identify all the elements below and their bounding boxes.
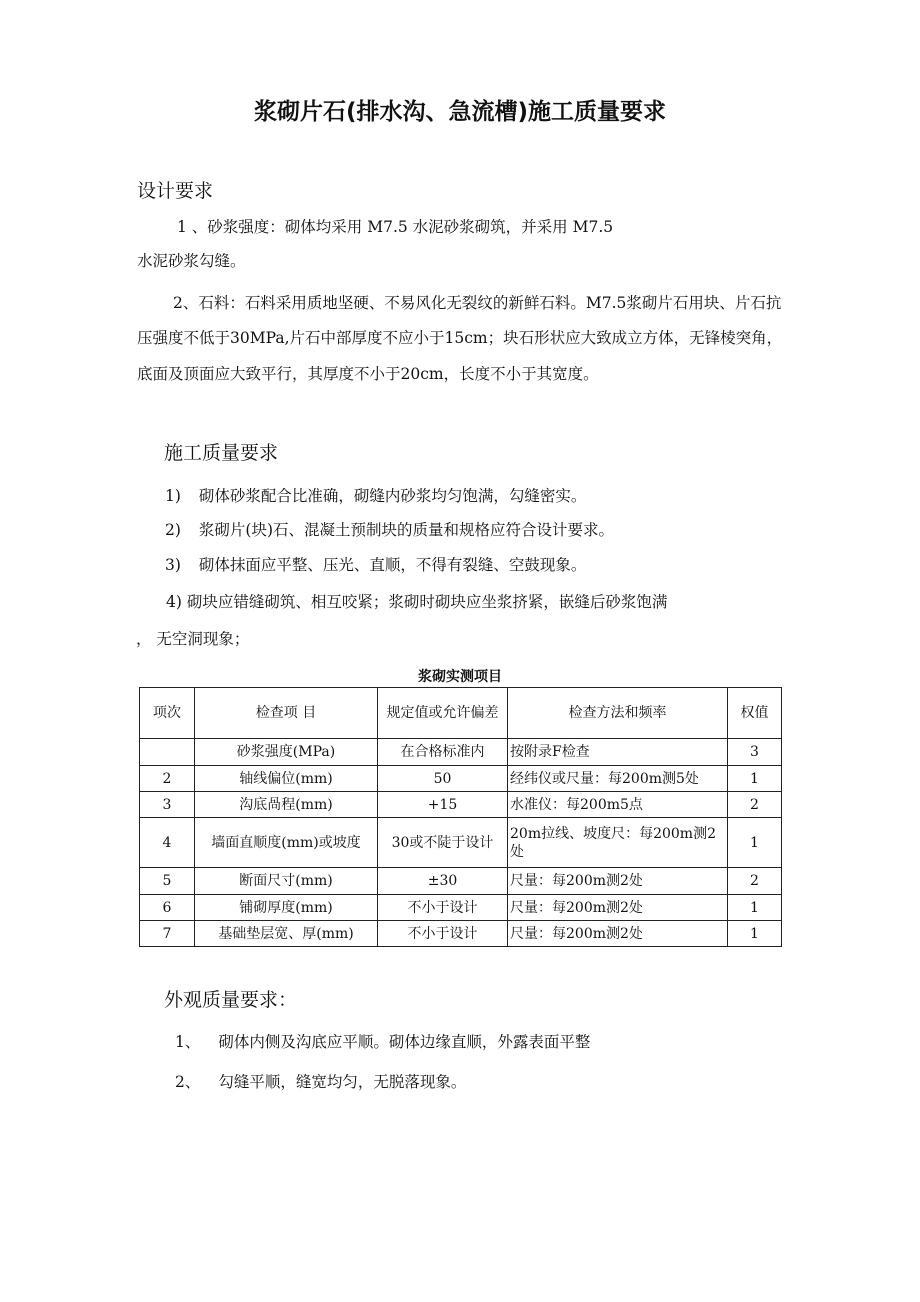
table-row: [140, 766, 782, 792]
cell-method: 尺量：每200m测2处: [508, 895, 728, 921]
cell-method: 20m拉线、坡度尺：每200m测2处: [508, 818, 728, 868]
construction-item-1-text: 砌体砂浆配合比准确，砌缝内砂浆均匀饱满，勾缝密实。: [198, 487, 587, 505]
appearance-item-2-text: 勾缝平顺，缝宽均匀，无脱落现象。: [218, 1073, 467, 1091]
cell-weight: 3: [728, 739, 782, 766]
appearance-item-1-number: 1、: [175, 1033, 201, 1051]
cell-item-no: [140, 739, 195, 766]
cell-tolerance: +15: [378, 792, 508, 818]
construction-item-1-number: 1): [165, 487, 181, 505]
cell-check-item: 铺砌厚度(mm): [195, 895, 378, 921]
cell-item-no: 7: [140, 921, 195, 947]
cell-item-no: 3: [140, 792, 195, 818]
cell-weight: 2: [728, 868, 782, 895]
table-row: [140, 868, 782, 895]
cell-weight: 1: [728, 766, 782, 792]
appearance-item-2: [175, 1070, 466, 1092]
table-row: [140, 921, 782, 947]
page-title: 浆砌片石(排水沟、急流槽)施工质量要求: [253, 99, 667, 125]
cell-tolerance: 不小于设计: [378, 921, 508, 947]
appearance-item-1-text: 砌体内侧及沟底应平顺。砌体边缘直顺，外露表面平整: [218, 1033, 591, 1051]
construction-item-2-text: 浆砌片(块)石、混凝土预制块的质量和规格应符合设计要求。: [198, 521, 615, 539]
design-item-1-line-2: 水泥砂浆勾缝。: [137, 252, 246, 270]
construction-item-2-number: 2): [165, 521, 181, 539]
cell-check-item: 断面尺寸(mm): [195, 868, 378, 895]
cell-weight: 2: [728, 792, 782, 818]
cell-weight: 1: [728, 895, 782, 921]
header-weight: 权值: [728, 688, 782, 739]
cell-tolerance: 在合格标准内: [378, 739, 508, 766]
design-requirements-heading: 设计要求: [137, 180, 214, 202]
header-item-no: 项次: [140, 688, 195, 739]
table-header-row: [140, 688, 782, 739]
cell-method: 尺量：每200m测2处: [508, 868, 728, 895]
cell-check-item: 沟底咼程(mm): [195, 792, 378, 818]
cell-check-item: 砂浆强度(MPa): [195, 739, 378, 766]
cell-tolerance: 30或不陡于设计: [378, 818, 508, 868]
cell-method: 按附录F检查: [508, 739, 728, 766]
table-row: [140, 792, 782, 818]
header-check-item: 检查项 目: [195, 688, 378, 739]
cell-method: 经纬仪或尺量：每200m测5处: [508, 766, 728, 792]
cell-method: 尺量：每200m测2处: [508, 921, 728, 947]
design-item-1-line-1: 1 、砂浆强度：砌体均采用 M7.5 水泥砂浆砌筑，并采用 M7.5: [177, 218, 614, 236]
construction-item-3-number: 3): [165, 556, 181, 574]
cell-item-no: 5: [140, 868, 195, 895]
cell-tolerance: 不小于设计: [378, 895, 508, 921]
construction-item-4-line-2: ， 无空洞现象；: [136, 630, 250, 648]
cell-check-item: 墙面直顺度(mm)或坡度: [195, 818, 378, 868]
construction-item-4-line-1: 4) 砌块应错缝砌筑、相互咬紧；浆砌时砌块应坐浆挤紧，嵌缝后砂浆饱满: [166, 593, 668, 611]
cell-weight: 1: [728, 818, 782, 868]
cell-check-item: 轴线偏位(mm): [195, 766, 378, 792]
table-caption: 浆砌实测项目: [418, 669, 502, 685]
cell-method: 水准仪：每200m5点: [508, 792, 728, 818]
inspection-table: [139, 687, 782, 947]
cell-item-no: 2: [140, 766, 195, 792]
construction-item-3-text: 砌体抹面应平整、压光、直顺，不得有裂缝、空鼓现象。: [198, 556, 587, 574]
appearance-quality-heading: 外观质量要求：: [164, 989, 298, 1011]
construction-item-3: [165, 553, 586, 575]
table-row: [140, 818, 782, 868]
cell-tolerance: ±30: [378, 868, 508, 895]
cell-weight: 1: [728, 921, 782, 947]
cell-check-item: 基础垫层宽、厚(mm): [195, 921, 378, 947]
header-tolerance: 规定值或允许偏差: [378, 688, 508, 739]
design-item-2: 2、石料：石料采用质地坚硬、不易风化无裂纹的新鲜石料。M7.5浆砌片石用块、片石抗压强度不低于30MPa,片石中部厚度不应小于15cm；块石形状应大致成立方体，无锋棱突角，底面及顶面应大致平行，其厚度不小于20cm，长度不小于其宽度。: [137, 294, 783, 383]
header-method: 检查方法和频率: [508, 688, 728, 739]
construction-quality-heading: 施工质量要求: [164, 442, 279, 464]
appearance-item-1: [175, 1030, 590, 1052]
construction-item-2: [165, 518, 614, 540]
cell-item-no: 6: [140, 895, 195, 921]
cell-item-no: 4: [140, 818, 195, 868]
table-row: [140, 895, 782, 921]
appearance-item-2-number: 2、: [175, 1073, 201, 1091]
construction-item-1: [165, 484, 586, 506]
table-row: [140, 739, 782, 766]
cell-tolerance: 50: [378, 766, 508, 792]
